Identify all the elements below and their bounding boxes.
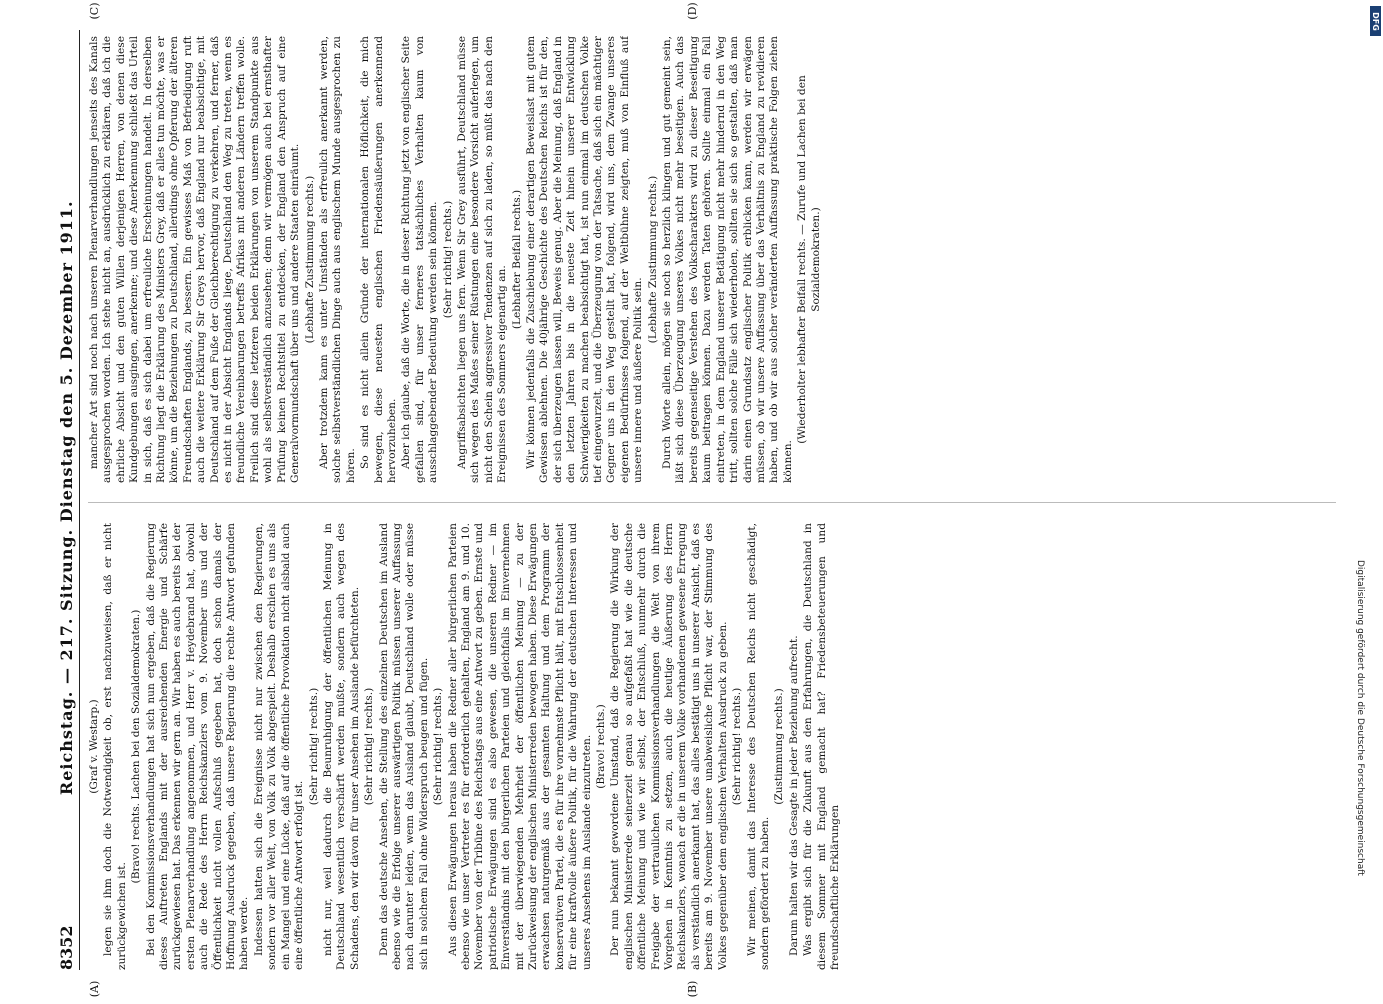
interjection: (Lebhafte Zustimmung rechts.) bbox=[646, 175, 659, 344]
margin-marker-b: (B) bbox=[686, 980, 699, 998]
page-header bbox=[46, 30, 76, 970]
margin-marker-c: (C) bbox=[88, 2, 101, 20]
paragraph: Bei den Kommissionsverhandlungen hat sich nun ergeben, daß die Regierung dieses Auftreten Englands mit der ausreichenden Energie und Schärfe zurückgewiesen hat. Das erkennen wir gern an. Wir haben es auch bereits bei der ersten Plenarverhandlung angenommen, und Herr v. Heydebrand hat, obwohl auch die Rede des Herrn Reichskanzlers vom 9. November uns und der Öffentlichkeit nicht vollen Aufschluß gegeben hat, doch schon damals der Hoffnung Ausdruck gegeben, daß unsere Regierung die rechte Antwort gefunden haben werde. bbox=[144, 523, 251, 970]
header-title: Reichstag. — 217. Sitzung. Dienstag den 5. Dezember 1911. bbox=[57, 200, 76, 796]
interjection: (Bravo! rechts. Lachen bei den Sozialdemokraten.) bbox=[130, 609, 143, 884]
interjection: (Bravo! rechts.) bbox=[595, 704, 608, 789]
interjection: (Sehr richtig! rechts.) bbox=[307, 687, 320, 806]
interjection: (Sehr richtig! rechts.) bbox=[432, 687, 445, 806]
interjection: (Lebhafte Zustimmung rechts.) bbox=[303, 175, 316, 344]
paragraph: Denn das deutsche Ansehen, die Stellung des einzelnen Deutschen im Ausland ebenso wie die Erfolge unserer auswärtigen Politik müssen unserer Auffassung nach darunter leiden, wenn das Ausland glaubt, Deutschland wolle oder müsse sich in solchem Fall ohne Widerspruch beugen und fügen. bbox=[377, 523, 430, 970]
page-number: 8352 bbox=[57, 925, 76, 970]
digitization-note-text: Digitalisierung gefördert durch die Deutsche Forschungsgemeinschaft bbox=[1355, 560, 1365, 876]
interjection: (Lebhafter Beifall rechts.) bbox=[510, 189, 523, 330]
interjection: (Wiederholter lebhafter Beifall rechts. — Zurufe und Lachen bei den Sozialdemokraten.) bbox=[796, 75, 822, 444]
paragraph: mancher Art sind noch nach unseren Plenarverhandlungen jenseits des Kanals ausgesprochen worden. Ich stehe nicht an, ausdrücklich zu erklären, daß ich die ehrliche Absicht und den guten Willen derjenigen Herren, von denen diese Kundgebungen ausgingen, anerkenne; und diese Anerkennung schließt das Urteil in sich, daß es sich dabei um erfreuliche Erscheinungen handelt. In derselben Richtung liegt die Erklärung des Ministers Grey, daß er alles tun möchte, was er könne, um die Beziehungen zu Deutschland, allerdings ohne Opferung der älteren Freundschaften Englands, zu bessern. Ein gewisses Maß von Befriedigung ruft auch die weitere Erklärung Sir Greys hervor, daß England nur beabsichtige, mit Deutschland auf dem Fuße der Gleichberechtigung zu verkehren, und ferner, daß es nicht in der Absicht Englands liege, Deutschland den Weg zu treten, wenn es freundliche Vereinbarungen betreffs Afrikas mit anderen Ländern treffen wolle. Freilich sind diese letzteren beiden Erklärungen von unserem Standpunkte aus wohl als selbstverständlich anzusehen; denn wir vermögen auch bei ernsthafter Prüfung keinen Rechtstitel zu entdecken, der England den Anspruch auf eine Generalvormundschaft über uns und andere Staaten einräumt. bbox=[88, 36, 302, 483]
header-rule bbox=[79, 30, 80, 970]
interjection: (Sehr richtig! rechts.) bbox=[441, 200, 454, 319]
right-column bbox=[88, 36, 1336, 483]
paragraph: Aus diesen Erwägungen heraus haben die Redner aller bürgerlichen Parteien ebenso wie unser Vertreter es für erforderlich gehalten, England am 9. und 10. November von der Tribüne des Reichstags aus eine Antwort zu geben. Ernste und patriotische Erwägungen sind es also gewesen, die unseren Redner — im Einverständnis mit den bürgerlichen Parteien und gleichfalls im Einvernehmen mit der überwiegenden Mehrheit der öffentlichen Meinung — zu der Zurückweisung der englischen Ministerreden bewogen haben. Diese Erwägungen erwachsen naturgemäß aus der gesamten Haltung und dem Programm der konservativen Partei, die es für ihre vornehmste Pflicht hält, mit Entschlossenheit für eine kraftvolle äußere Politik, für die Wahrung der deutschen Interessen und unseres Ansehens im Auslande einzutreten. bbox=[446, 523, 593, 970]
paragraph: Wir meinen, damit das Interesse des Deutschen Reichs nicht geschädigt, sondern gefördert zu haben. bbox=[745, 523, 771, 970]
paragraph: So sind es nicht allein Gründe der internationalen Höflichkeit, die mich bewegen, diese neuesten englischen Friedensäußerungen anerkennend hervorzuheben. bbox=[359, 36, 398, 483]
interjection: (Zustimmung rechts.) bbox=[773, 688, 786, 805]
paragraph: Durch Worte allein, mögen sie noch so herzlich klingen und gut gemeint sein, läßt sich diese Überzeugung unseres Volkes nicht mehr beseitigen. Auch das bereits gegenseitige Verstehen des Volkscharakters wird zu dieser Beseitigung kaum beitragen können. Dazu werden Taten gehören. Sollte einmal ein Fall eintreten, in dem England unserer Betätigung nicht mehr hindernd in den Weg tritt, sollten solche Fälle sich wiederholen, sollten sie sich so gestalten, daß man darin einen Grundsatz englischer Politik erblicken kann, werden wir erwägen müssen, ob wir unsere Auffassung über das Verhältnis zu England zu revidieren haben, und ob wir aus solcher veränderten Auffassung praktische Folgen ziehen können. bbox=[661, 36, 794, 483]
margin-marker-d: (D) bbox=[686, 2, 699, 20]
paragraph: Darum halten wir das Gesagte in jeder Beziehung aufrecht. bbox=[787, 635, 800, 956]
interjection: (Sehr richtig! rechts.) bbox=[363, 687, 376, 806]
paragraph: Was ergibt sich für die Zukunft aus den Erfahrungen, die Deutschland in diesem Sommer mit England gemacht hat? Friedensbeteuerungen und freundschaftliche Erklärungen bbox=[802, 523, 841, 970]
digitization-note bbox=[1350, 0, 1380, 1000]
paragraph: legen sie ihm doch die Notwendigkeit ob, erst nachzuweisen, daß er nicht zurückgewichen ist. bbox=[102, 523, 128, 970]
rotated-page bbox=[46, 2, 1336, 998]
speaker-tag: (Graf v. Westarp.) bbox=[88, 699, 100, 794]
paragraph: nicht nur, weil dadurch die Beunruhigung der öffentlichen Meinung in Deutschland wesentlich verschärft werden mußte, sondern auch wegen des Schadens, den wir davon für unser Ansehen im Auslande befürchteten. bbox=[321, 523, 361, 970]
paragraph: Indessen hatten sich die Ereignisse nicht nur zwischen den Regierungen, sondern vor aller Welt, von Volk zu Volk abgespielt. Deshalb erschien es uns als ein Mangel und eine Lücke, daß auf die öffentliche Provokation nicht alsbald auch eine öffentliche Antwort erfolgt ist. bbox=[252, 523, 306, 970]
paragraph: Aber ich glaube, daß die Worte, die in dieser Richtung jetzt von englischer Seite gefallen sind, für unser ferneres tatsächliches Verhalten kaum von ausschlaggebender Bedeutung werden sein können. bbox=[400, 36, 440, 483]
paragraph: Angriffsabsichten liegen uns fern. Wenn Sir Grey ausführt, Deutschland müsse sich wegen des Maßes seiner Rüstungen eine besondere Vorsicht auferlegen, um nicht den Schein aggressiver Tendenzen auf sich zu laden, so müßt das nach den Ereignissen des Sommers eigenartig an. bbox=[455, 36, 509, 483]
paragraph: Der nun bekannt gewordene Umstand, daß die Regierung die Wirkung der englischen Ministerrede seinerzeit genau so aufgefaßt hat wie die deutsche öffentliche Meinung und wie wir selbst, der Entschluß, nunmehr durch die Freigabe der vertraulichen Kommissionsverhandlungen die Welt von ihrem Vorgehen in Kenntnis zu setzen, auch die heutige Äußerung des Herrn Reichskanzlers, wonach er die in unserem Volke vorhandenen gewesene Erregung als verständlich anerkannt hat, das alles bestätigt uns in unserer Ansicht, daß es bereits am 9. November unsere unabweisliche Pflicht war, der Stimmung des Volkes gegenüber dem englischen Verhalten Ausdruck zu geben. bbox=[609, 523, 729, 970]
left-column bbox=[88, 523, 1336, 970]
paragraph: Aber trotzdem kann es unter Umständen als erfreulich anerkannt werden, solche selbstverständlichen Dinge auch aus englischem Munde ausgesprochen zu hören. bbox=[317, 36, 357, 483]
paragraph: Wir können jedenfalls die Zuschiebung einer derartigen Beweislast mit gutem Gewissen ablehnen. Die 40jährige Geschichte des Deutschen Reichs ist für den, der sich überzeugen lassen will, Beweis genug. Aber die Meinung, daß England in den letzten Jahren bis in die neueste Zeit hinein unserer Entwicklung Schwierigkeiten zu machen beabsichtigt hat, ist nun einmal im deutschen Volke tief eingewurzelt, und die Überzeugung von der Tatsache, daß sich ein mächtiger Gegner uns in den Weg gestellt hat, folgend, wird uns, dem Zwange unseres eigenen Bedürfnisses folgend, auf der Weltbühne zeigten, muß von Einfluß auf unsere innere und äußere Politik sein. bbox=[525, 36, 645, 483]
margin-marker-a: (A) bbox=[88, 980, 101, 998]
interjection: (Sehr richtig! rechts.) bbox=[731, 687, 744, 806]
column-divider bbox=[88, 502, 1336, 503]
dfg-logo-text: DFG bbox=[1371, 11, 1381, 31]
